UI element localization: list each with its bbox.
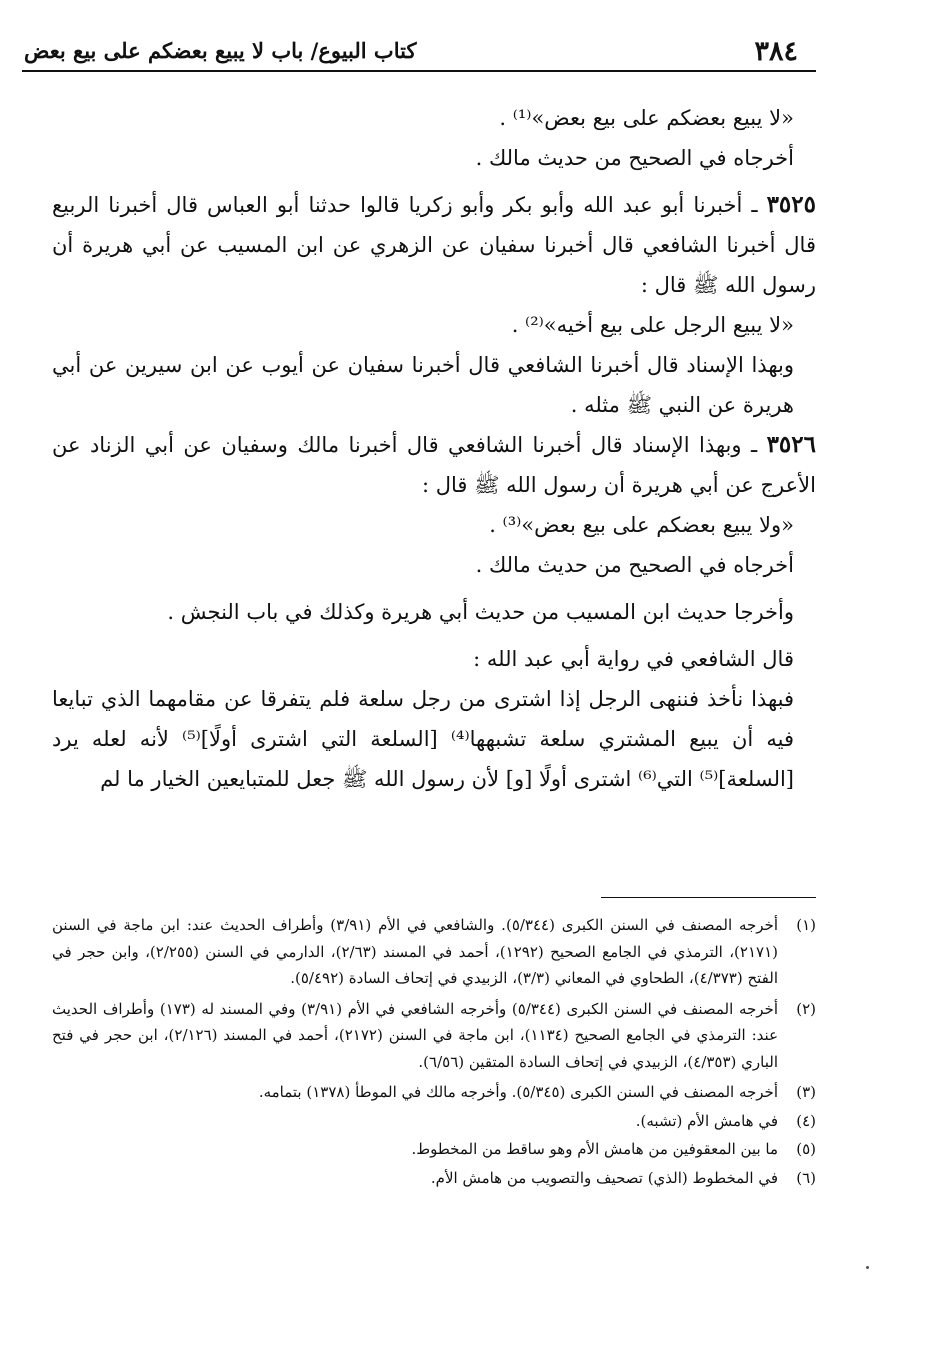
hadith-text: «ولا يبيع بعضكم على بيع بعض»⁽³⁾ . [489, 513, 794, 537]
footnote [52, 912, 816, 992]
paragraph: أخرجاه في الصحيح من حديث مالك . [475, 146, 794, 170]
footnote-text: في المخطوط (الذي) تصحيف والتصويب من هامش الأم. [430, 1168, 778, 1187]
hadith-entry [52, 425, 816, 505]
scan-speck [866, 1266, 869, 1269]
hadith-entry [52, 185, 816, 305]
footnote-text: أخرجه المصنف في السنن الكبرى (٥/٣٤٥). وأخرجه مالك في الموطأ (١٣٧٨) بتمامه. [258, 1083, 778, 1101]
footnote-text: أخرجه المصنف في السنن الكبرى (٥/٣٤٤) وأخرجه الشافعي في الأم (٣/٩١) وفي المسند له (١٧٣) وأطراف الحديث عند: الترمذي في الجامع الصحيح (١١٣٤)، ابن ماجة في السنن (٢١٧٢)، أحمد في المسند (٢/١٢٦)، ابن حجر في فتح الباري (٤/٣٥٣)، الزبيدي في إتحاف السادة المتقين (٦/٥٦). [52, 999, 779, 1071]
paragraph: قال الشافعي في رواية أبي عبد الله : [473, 647, 794, 671]
paragraph: وبهذا الإسناد قال أخبرنا الشافعي قال أخبرنا سفيان عن أيوب عن ابن سيرين عن أبي هريرة عن النبي ﷺ مثله . [52, 353, 794, 417]
footnotes [52, 912, 816, 1193]
running-title: كتاب البيوع/ باب لا يبيع بعضكم على بيع بعض [24, 38, 417, 63]
footnote-number: (٣) [796, 1083, 816, 1101]
footnote [52, 1108, 816, 1135]
footnote-text: ما بين المعقوفين من هامش الأم وهو ساقط من المخطوط. [411, 1140, 778, 1158]
main-text [52, 98, 816, 799]
footnote-number: (٢) [796, 999, 816, 1018]
page-number: ٣٨٤ [754, 36, 798, 67]
paragraph: أخرجاه في الصحيح من حديث مالك . [475, 553, 794, 577]
footnote-text: في هامش الأم (تشبه). [635, 1111, 778, 1130]
footnote-number: (٦) [796, 1168, 816, 1187]
entry-number: ٣٥٢٦ [766, 431, 816, 458]
paragraph: فبهذا نأخذ فننهى الرجل إذا اشترى من رجل سلعة فلم يتفرقا عن مقامهما الذي تبايعا فيه أن يبيع المشتري سلعة تشبهها⁽⁴⁾ [السلعة التي اشترى أولًا]⁽⁵⁾ لأنه لعله يرد [السلعة]⁽⁵⁾ التي⁽⁶⁾ اشترى أولًا [و] لأن رسول الله ﷺ جعل للمتبايعين الخيار ما لم [52, 687, 794, 791]
footnote-text: أخرجه المصنف في السنن الكبرى (٥/٣٤٤). والشافعي في الأم (٣/٩١) وأطراف الحديث عند: ابن ماجة في السنن (٢١٧١)، الترمذي في الجامع الصحيح (١٢٩٢)، أحمد في المسند (٢/٦٣)، الدارمي في السنن (٢/٢٥٥)، وابن حجر في الفتح (٤/٣٧٣)، الطحاوي في المعاني (٣/٣)، الزبيدي في إتحاف السادة (٥/٤٩٢). [52, 916, 779, 987]
hadith-text: «لا يبيع بعضكم على بيع بعض»⁽¹⁾ . [499, 106, 794, 130]
footnote-divider [601, 897, 816, 898]
footnote-number: (٤) [796, 1111, 816, 1130]
footnote [52, 1165, 816, 1192]
entry-text: ـ أخبرنا أبو عبد الله وأبو بكر وأبو زكريا قالوا حدثنا أبو العباس قال أخبرنا الربيع قال أخبرنا الشافعي قال أخبرنا سفيان عن الزهري عن ابن المسيب عن أبي هريرة أن رسول الله ﷺ قال : [52, 193, 816, 297]
footnote [52, 996, 816, 1076]
footnote-number: (١) [796, 916, 816, 934]
footnote-number: (٥) [796, 1140, 816, 1158]
paragraph: وأخرجا حديث ابن المسيب من حديث أبي هريرة وكذلك في باب النجش . [167, 600, 794, 624]
hadith-text: «لا يبيع الرجل على بيع أخيه»⁽²⁾ . [511, 313, 794, 337]
entry-number: ٣٥٢٥ [766, 191, 816, 218]
entry-text: ـ وبهذا الإسناد قال أخبرنا الشافعي قال أخبرنا مالك وسفيان عن أبي الزناد عن الأعرج عن أبي هريرة أن رسول الله ﷺ قال : [52, 433, 816, 497]
page-header [22, 30, 816, 72]
footnote [52, 1079, 816, 1106]
footnote [52, 1136, 816, 1163]
